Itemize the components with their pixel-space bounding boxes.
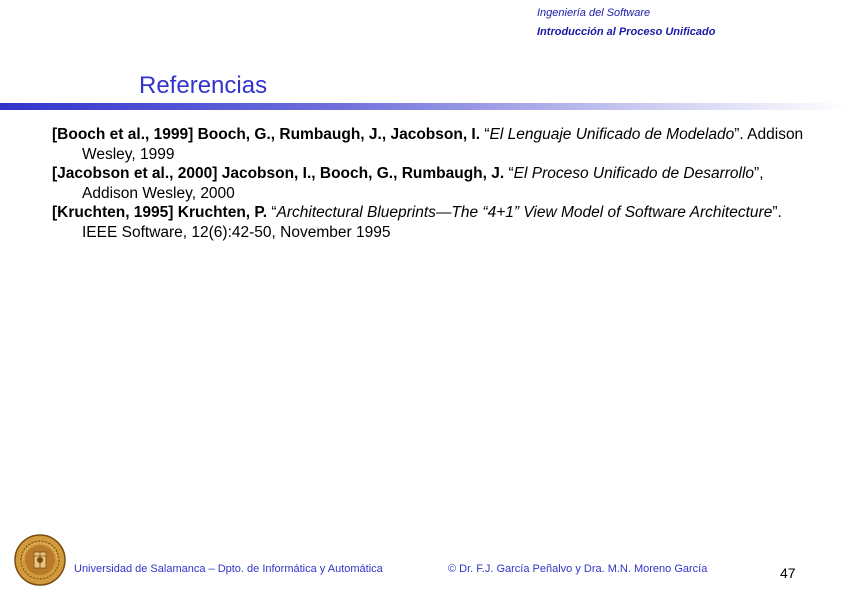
title-gradient-bar xyxy=(0,103,848,110)
reference-open-quote: “ xyxy=(267,204,277,221)
reference-item xyxy=(52,164,812,203)
page-number: 47 xyxy=(780,565,796,581)
footer-copyright: © Dr. F.J. García Peñalvo y Dra. M.N. Moreno García xyxy=(448,563,708,575)
header-topic-name: Introducción al Proceso Unificado xyxy=(537,26,716,38)
footer-institution: Universidad de Salamanca – Dpto. de Informática y Automática xyxy=(74,563,383,575)
header-course-name: Ingeniería del Software xyxy=(537,7,651,19)
reference-open-quote: “ xyxy=(480,126,490,143)
reference-open-quote: “ xyxy=(504,165,514,182)
reference-list xyxy=(52,125,812,242)
reference-publisher: ”. IEEE Software, 12(6):42-50, November 1995 xyxy=(82,204,782,241)
reference-publisher: ”. Addison Wesley, 1999 xyxy=(82,126,804,163)
reference-key: [Jacobson et al., 2000] Jacobson, I., Booch, G., Rumbaugh, J. xyxy=(52,165,505,182)
reference-item xyxy=(52,125,812,164)
reference-work-title: Architectural Blueprints—The “4+1” View Model of Software Architecture xyxy=(276,204,773,221)
page-title: Referencias xyxy=(139,72,268,99)
reference-work-title: El Proceso Unificado de Desarrollo xyxy=(513,165,755,182)
reference-key: [Kruchten, 1995] Kruchten, P. xyxy=(52,204,268,221)
reference-item xyxy=(52,203,812,242)
university-seal-icon xyxy=(14,534,66,586)
reference-work-title: El Lenguaje Unificado de Modelado xyxy=(489,126,735,143)
reference-publisher: ”, Addison Wesley, 2000 xyxy=(82,165,764,202)
reference-key: [Booch et al., 1999] Booch, G., Rumbaugh, J., Jacobson, I. xyxy=(52,126,481,143)
